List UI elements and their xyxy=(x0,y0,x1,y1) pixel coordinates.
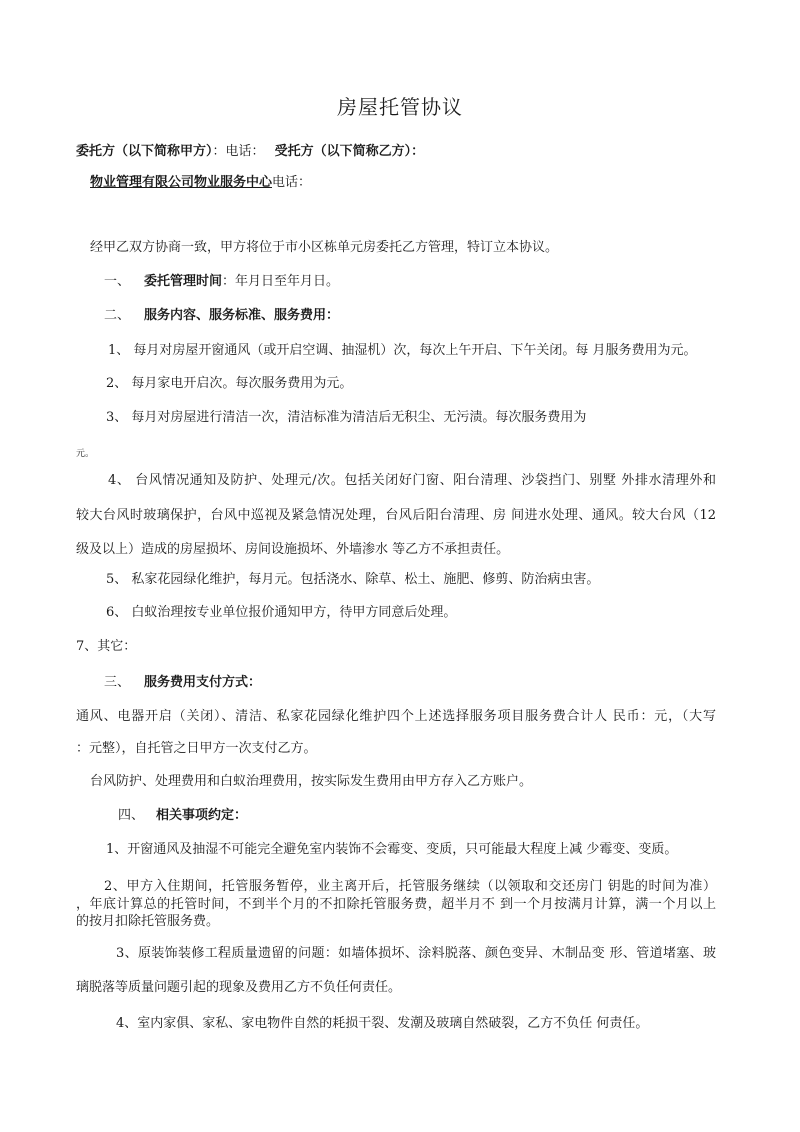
service-item-7: 7、其它： xyxy=(76,639,137,654)
agreement-2-line-2: ，年底计算总的托管时间，不到半个月的不扣除托管服务费，超半月不 到一个月按满月计算，满一个月以上 xyxy=(76,897,716,912)
service-item-4-line-2: 较大台风时玻璃保护，台风中巡视及紧急情况处理，台风后阳台清理、房 间进水处理、通风。较大台风（12 xyxy=(76,508,716,523)
agreement-3-line-2: 璃脱落等质量问题引起的现象及费用乙方不负任何责任。 xyxy=(76,980,402,995)
company-name: 物业管理有限公司物业服务中心 xyxy=(90,175,273,190)
service-item-1: 1、 每月对房屋开窗通风（或开启空调、抽湿机）次，每次上午开启、下午关闭。每 月服务费用为元。 xyxy=(108,343,697,358)
payment-line-3: 台风防护、处理费用和白蚁治理费用，按实际发生费用由甲方存入乙方账户。 xyxy=(90,774,533,789)
party-a-phone: ：电话： xyxy=(212,144,265,159)
section-1-text: ：年月日至年月日。 xyxy=(222,274,340,289)
service-item-3: 3、 每月对房屋进行清洁一次，清洁标准为清洁后无积尘、无污渍。每次服务费用为 xyxy=(106,410,587,425)
section-1-number: 一、 xyxy=(104,274,131,289)
section-2-number: 二、 xyxy=(104,308,131,323)
section-3-label: 服务费用支付方式： xyxy=(144,675,262,690)
service-item-3-cont: 元。 xyxy=(76,449,95,459)
payment-line-2: ：元整），自托管之日甲方一次支付乙方。 xyxy=(76,741,317,756)
agreement-3-line-1: 3、原装饰装修工程质量遗留的问题：如墙体损坏、涂料脱落、颜色变异、木制品变 形、管道堵塞、玻 xyxy=(116,946,716,961)
party-b-label: 受托方（以下简称乙方）： xyxy=(274,144,425,159)
service-item-4-line-3: 级及以上）造成的房屋损坏、房间设施损坏、外墙渗水 等乙方不承担责任。 xyxy=(76,542,510,557)
section-2-heading xyxy=(104,307,339,325)
intro-paragraph: 经甲乙双方协商一致，甲方将位于市小区栋单元房委托乙方管理，特订立本协议。 xyxy=(90,240,559,255)
section-1-heading xyxy=(104,273,339,291)
agreement-1: 1、开窗通风及抽湿不可能完全避免室内装饰不会霉变、变质，只可能最大程度上减 少霉变、变质。 xyxy=(106,842,678,857)
agreement-2-line-1: 2、甲方入住期间，托管服务暂停，业主离开后，托管服务继续（以领取和交还房门 钥匙的时间为准） xyxy=(104,879,716,894)
section-1-label: 委托管理时间 xyxy=(144,274,223,289)
payment-line-1: 通风、电器开启（关闭）、清洁、私家花园绿化维护四个上述选择服务项目服务费合计人 民币：元，（大写 xyxy=(76,709,716,724)
document-title: 房屋托管协议 xyxy=(337,95,463,119)
service-item-2: 2、 每月家电开启次。每次服务费用为元。 xyxy=(106,376,353,391)
section-3-heading xyxy=(104,674,261,692)
service-item-6: 6、 白蚁治理按专业单位报价通知甲方，待甲方同意后处理。 xyxy=(106,605,457,620)
agreement-4: 4、室内家俱、家私、家电物件自然的耗损干裂、发潮及玻璃自然破裂，乙方不负任 何责任。 xyxy=(116,1016,649,1031)
service-item-4-line-1: 4、 台风情况通知及防护、处理元/次。包括关闭好门窗、阳台清理、沙袋挡门、别墅 外排水清理外和 xyxy=(108,473,716,488)
party-a-label: 委托方（以下简称甲方） xyxy=(76,144,213,159)
section-4-number: 四、 xyxy=(118,808,145,823)
company-line xyxy=(90,174,311,192)
section-4-heading xyxy=(118,807,247,825)
company-phone: 电话： xyxy=(272,175,312,190)
service-item-5: 5、 私家花园绿化维护，每月元。包括浇水、除草、松土、施肥、修剪、防治病虫害。 xyxy=(106,572,600,587)
agreement-2-line-3: 的按月扣除托管服务费。 xyxy=(76,914,220,929)
section-2-label: 服务内容、服务标准、服务费用： xyxy=(144,308,340,323)
section-3-number: 三、 xyxy=(104,675,131,690)
parties-line xyxy=(76,143,424,161)
section-4-label: 相关事项约定： xyxy=(156,808,248,823)
